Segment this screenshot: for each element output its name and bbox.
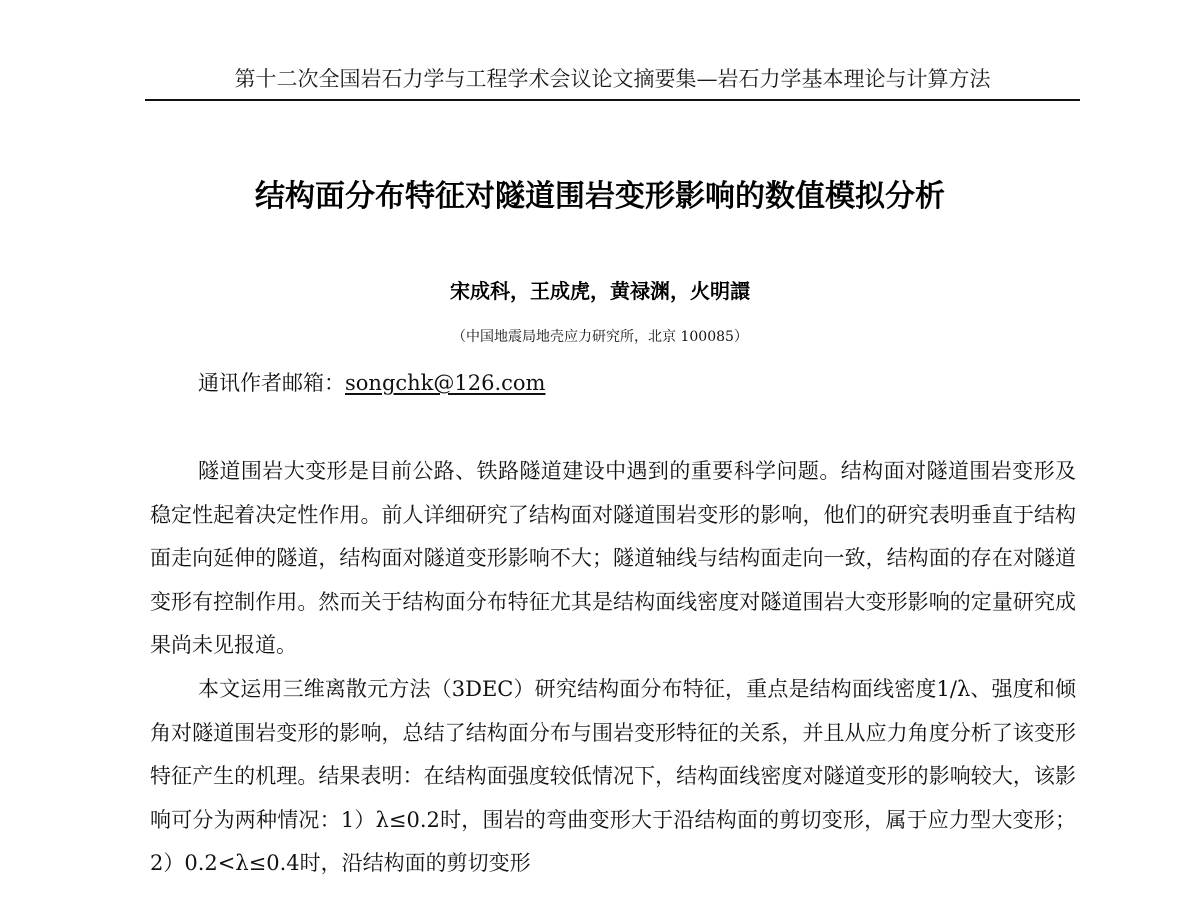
header-rule — [145, 99, 1080, 101]
email-link[interactable]: songchk@126.com — [345, 371, 546, 395]
article-title: 结构面分布特征对隧道围岩变形影响的数值模拟分析 — [255, 179, 945, 214]
affiliation: （中国地震局地壳应力研究所，北京 100085） — [452, 329, 748, 345]
paragraph: 本文运用三维离散元方法（3DEC）研究结构面分布特征，重点是结构面线密度1/λ、强度和倾角对隧道围岩变形的影响，总结了结构面分布与围岩变形特征的关系，并且从应力角度分析了该变形特征产生的机理。结果表明：在结构面强度较低情况下，结构面线密度对隧道变形的影响较大，该影响可分为两种情况：1）λ≤0.2时，围岩的弯曲变形大于沿结构面的剪切变形，属于应力型大变形；2）0.2<λ≤0.4时，沿结构面的剪切变形 — [150, 676, 1076, 876]
paragraph: 隧道围岩大变形是目前公路、铁路隧道建设中遇到的重要科学问题。结构面对隧道围岩变形及稳定性起着决定性作用。前人详细研究了结构面对隧道围岩变形的影响，他们的研究表明垂直于结构面走向延伸的隧道，结构面对隧道变形影响不大；隧道轴线与结构面走向一致，结构面的存在对隧道变形有控制作用。然而关于结构面分布特征尤其是结构面线密度对隧道围岩大变形影响的定量研究成果尚未见报道。 — [150, 459, 1076, 658]
running-header: 第十二次全国岩石力学与工程学术会议论文摘要集—岩石力学基本理论与计算方法 — [234, 67, 991, 91]
author-list: 宋成科，王成虎，黄禄渊，火明譞 — [450, 279, 750, 303]
abstract-body — [150, 450, 1076, 886]
corresponding-email-line — [198, 368, 545, 398]
email-label: 通讯作者邮箱： — [198, 371, 345, 395]
